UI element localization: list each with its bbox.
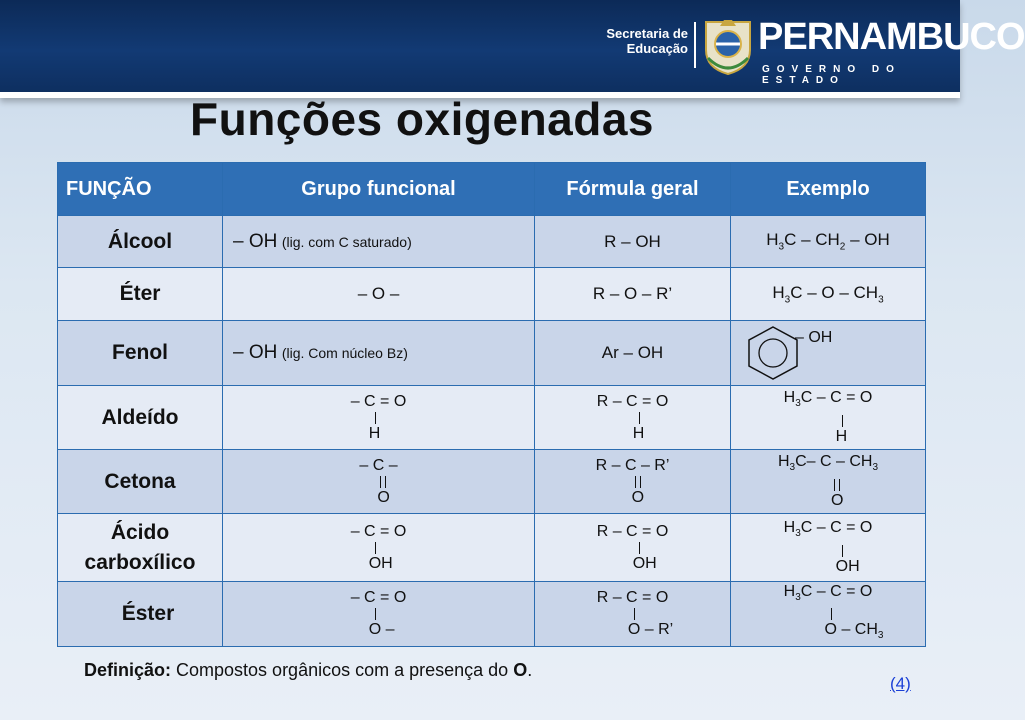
ex-sub: 3	[784, 294, 791, 306]
ex-part: C – O – CH	[790, 282, 879, 302]
header-exemplo: Exemplo	[731, 163, 926, 216]
row-name-line1: Ácido	[110, 520, 170, 544]
ex-part: H	[772, 282, 785, 302]
header-formula: Fórmula geral	[535, 163, 731, 216]
secretaria-label	[604, 26, 688, 56]
brand-name: PERNAMBUCO	[758, 16, 1025, 58]
ex-part: H	[777, 453, 790, 471]
table-header-row	[58, 163, 926, 216]
ex-sub: 3	[872, 462, 879, 474]
struct-top: – C = O	[350, 589, 407, 607]
struct	[359, 456, 397, 508]
formula-cell	[535, 450, 731, 514]
bond	[773, 608, 884, 620]
struct-bot	[773, 620, 884, 646]
bond	[784, 415, 873, 427]
ex-part: H	[783, 519, 796, 537]
ex-sub: 3	[795, 398, 801, 410]
struct	[784, 518, 873, 576]
group-cell	[223, 386, 535, 450]
struct-top: R – C = O	[596, 392, 669, 410]
group-cell: – O –	[223, 268, 535, 321]
ex-sub: 3	[795, 592, 801, 604]
brand-subtitle: GOVERNO DO ESTADO	[762, 64, 901, 86]
ex-part: O – CH	[824, 621, 878, 639]
example-cell	[731, 582, 926, 647]
formula-cell: Ar – OH	[535, 321, 731, 386]
bond	[597, 412, 669, 424]
functions-table	[57, 162, 926, 647]
group-cell	[223, 582, 535, 647]
ex-part: – OH	[845, 230, 890, 250]
row-name: Fenol	[58, 321, 223, 386]
secretaria-line1: Secretaria de	[606, 26, 688, 41]
table-row	[58, 386, 926, 450]
struct-bot: H	[835, 427, 848, 445]
ex-sub: 3	[778, 241, 785, 253]
bond	[351, 412, 407, 424]
table-row	[58, 321, 926, 386]
table-row	[58, 582, 926, 647]
struct-bot: O – R’	[627, 621, 674, 639]
struct-top	[773, 582, 884, 608]
ex-part: H	[783, 389, 796, 407]
struct-bot: OH	[368, 554, 393, 572]
bond	[351, 608, 407, 620]
struct-top	[784, 518, 873, 544]
header-funcao: FUNÇÃO	[58, 163, 223, 216]
struct-bot: OH	[835, 557, 860, 575]
formula-cell: R – OH	[535, 216, 731, 268]
row-name: Éter	[58, 268, 223, 321]
row-name: Álcool	[58, 216, 223, 268]
struct-bot: O	[631, 488, 645, 506]
ex-part: C – CH	[784, 230, 840, 250]
state-crest-icon	[702, 14, 754, 76]
group-cell	[223, 450, 535, 514]
struct-top	[778, 452, 878, 478]
group-note: (lig. Com núcleo Bz)	[281, 345, 408, 361]
struct-top: R – C – R’	[595, 456, 670, 474]
ex-part: C – C = O	[800, 583, 873, 600]
example-cell	[731, 268, 926, 321]
table-row	[58, 216, 926, 268]
table-row	[58, 450, 926, 514]
struct-bot: O –	[368, 621, 395, 639]
formula-cell: R – O – R’	[535, 268, 731, 321]
formula-cell	[535, 386, 731, 450]
example-cell	[731, 450, 926, 514]
table-row	[58, 268, 926, 321]
struct-top	[784, 388, 873, 414]
ex-part: C– C – CH	[795, 453, 873, 471]
group-cell	[223, 216, 535, 268]
struct-top: – C = O	[350, 392, 407, 410]
phenol-oh: – OH	[795, 329, 833, 346]
struct-top: R – C = O	[596, 589, 669, 607]
struct-top: – C –	[359, 456, 398, 474]
ex-sub: 3	[795, 528, 801, 540]
bond	[592, 608, 673, 620]
header-grupo: Grupo funcional	[223, 163, 535, 216]
struct	[778, 452, 878, 510]
struct	[351, 522, 407, 574]
bond	[778, 479, 878, 491]
struct	[597, 522, 669, 574]
definition-text	[84, 660, 532, 681]
struct	[773, 582, 884, 646]
formula-cell	[535, 514, 731, 582]
group-main: – OH	[233, 230, 278, 252]
struct-bot: H	[632, 424, 645, 442]
row-name	[58, 514, 223, 582]
page-title: Funções oxigenadas	[190, 93, 655, 145]
struct	[592, 588, 673, 640]
reference-link[interactable]: (4)	[890, 674, 911, 693]
ex-part: C – C = O	[800, 519, 873, 537]
group-note: (lig. com C saturado)	[281, 233, 412, 250]
row-name: Éster	[58, 582, 223, 647]
struct	[596, 456, 670, 508]
definition-end: .	[527, 660, 533, 680]
struct-bot: O	[830, 491, 844, 509]
secretaria-line2: Educação	[626, 41, 688, 56]
struct-bot: OH	[632, 554, 657, 572]
struct	[597, 392, 669, 444]
example-cell	[731, 386, 926, 450]
bond	[596, 476, 670, 488]
struct-top: R – C = O	[596, 522, 669, 540]
ex-part: C – C = O	[800, 389, 873, 407]
table-row	[58, 514, 926, 582]
group-cell	[223, 514, 535, 582]
divider	[694, 22, 696, 68]
struct	[351, 392, 407, 444]
struct	[351, 588, 407, 640]
row-name: Aldeído	[58, 386, 223, 450]
bond	[597, 542, 669, 554]
ex-sub: 3	[789, 462, 796, 474]
struct	[784, 388, 873, 446]
ex-part: H	[783, 583, 796, 600]
example-cell	[731, 321, 926, 386]
row-name: Cetona	[58, 450, 223, 514]
example-cell	[731, 514, 926, 582]
struct-top: – C = O	[350, 522, 407, 540]
formula-cell	[535, 582, 731, 647]
row-name-line2: carboxílico	[84, 550, 196, 574]
struct-bot: O	[377, 488, 390, 506]
bond	[359, 476, 397, 488]
example-cell	[731, 216, 926, 268]
struct-bot: H	[368, 424, 381, 442]
bond	[351, 542, 407, 554]
definition-body: Compostos orgânicos com a presença do	[171, 660, 514, 680]
ex-sub: 3	[877, 630, 884, 642]
header-banner	[0, 0, 1025, 98]
definition-label: Definição:	[84, 660, 172, 680]
ex-sub: 3	[878, 294, 884, 306]
definition-bold: O	[513, 660, 528, 680]
ex-sub: 2	[839, 241, 846, 253]
group-main: – OH	[233, 342, 278, 363]
group-cell	[223, 321, 535, 386]
bond	[784, 545, 873, 557]
ex-part: H	[766, 230, 779, 250]
benzene-ring-icon	[743, 325, 803, 381]
